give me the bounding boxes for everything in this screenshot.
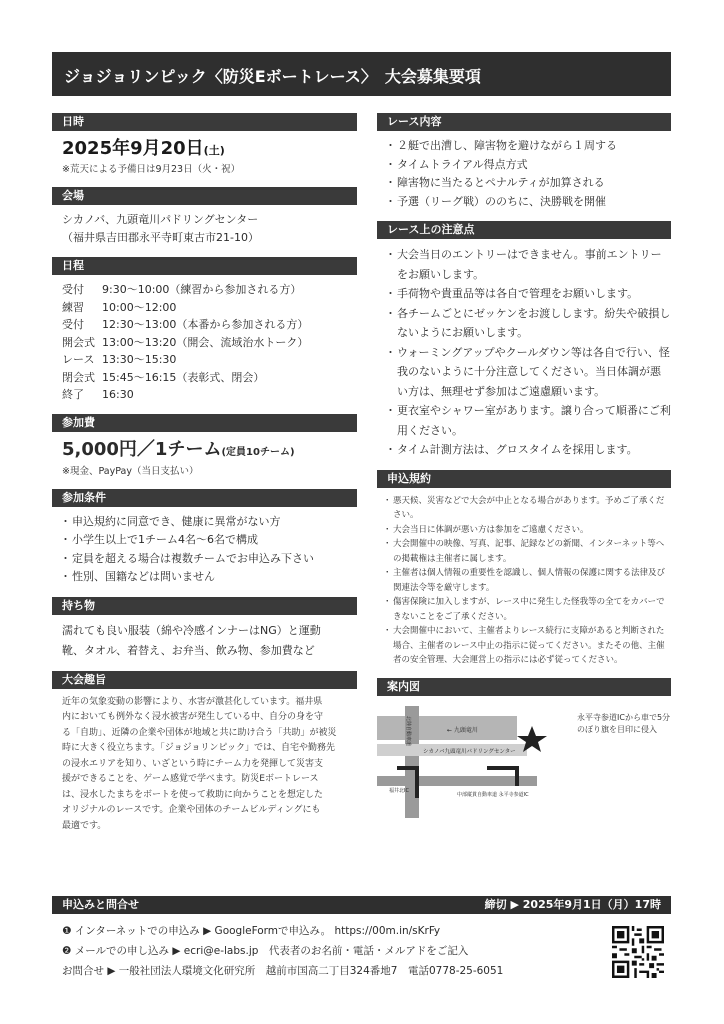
list-item: ・ 大会開催中において、主催者よりレース続行に支障があると判断された場合、主催者のレース中止の指示に従ってください。またその他、主催者の安全管理、大会運営上の指示には必ず従ってください。 <box>387 624 671 668</box>
schedule-row <box>62 316 357 334</box>
schedule-time: 13:00〜13:20（開会、流域治水トーク） <box>102 335 309 349</box>
list-item: ・ 予選（リーグ戦）ののちに、決勝戦を開催 <box>387 193 671 212</box>
list-item: ・ 大会開催中の映像、写真、記事、記録などの新聞、インターネット等への掲載権は主催者に属します。 <box>387 537 671 566</box>
list-item: ・ 更衣室やシャワー室があります。譲り合って順番にご利用ください。 <box>387 401 671 440</box>
schedule-row <box>62 351 357 369</box>
schedule-list <box>52 281 357 404</box>
terms-list <box>377 494 671 668</box>
purpose-line: オリジナルのレースです。企業や団体のチームビルディングにも <box>62 805 321 815</box>
schedule-label: 受付 <box>62 318 84 331</box>
purpose-text <box>52 695 357 835</box>
cautions-section <box>377 221 671 460</box>
event-weekday: (土) <box>203 144 225 157</box>
right-column <box>377 113 671 832</box>
venue-address: （福井県吉田郡永平寺町東古市21-10） <box>62 231 259 244</box>
page-title: ジョジョリンピック〈防災Eボートレース〉 大会募集要項 <box>52 52 671 96</box>
fee-section <box>52 414 357 479</box>
map-expressway-label: 北陸自動車道 <box>405 715 411 746</box>
map-ic-right: 中部縦貫自動車道 永平寺参道IC <box>457 791 529 798</box>
map-river-label: ← 九頭竜川 <box>447 726 478 734</box>
event-date-main: 2025年9月20日 <box>62 138 204 159</box>
contact-block <box>62 921 602 981</box>
schedule-time: 15:45〜16:15（表彰式、閉会） <box>102 370 265 384</box>
purpose-line: 時に大きく役立ちます。「ジョジョリンピック」では、自宅や勤務先 <box>62 743 336 753</box>
purpose-line: る「自助」、近隣の企業や団体が地域と共に助け合う「共助」が被災 <box>62 727 337 738</box>
fee-heading: 参加費 <box>52 414 357 432</box>
purpose-line: 内においても例外なく浸水被害が発生している中、自分の身を守 <box>62 712 324 722</box>
purpose-line: は、浸水したまちをボートを使って救助に向かうことを想定した <box>62 789 324 800</box>
list-item: ・ 定員を超える場合は複数チームでお申込み下さい <box>62 550 357 569</box>
schedule-time: 12:30〜13:00（本番から参加される方） <box>102 318 309 331</box>
purpose-line: 援ができることを、ゲーム感覚で学べます。防災Eボートレース <box>62 774 319 784</box>
belongings-line: 靴、タオル、着替え、お弁当、飲み物、参加費など <box>62 643 315 657</box>
footer-bar <box>52 896 671 914</box>
list-item: ・ 性別、国籍などは問いません <box>62 568 357 587</box>
map-ic-left: 福井北IC <box>389 787 409 794</box>
fee-main: 5,000円／1チーム <box>62 438 222 460</box>
purpose-line: 近年の気象変動の影響により、水害が激甚化しています。福井県 <box>62 696 323 707</box>
schedule-row <box>62 386 357 404</box>
fee-amount <box>52 438 357 465</box>
schedule-label: 閉会式 <box>62 370 95 384</box>
list-item: ・ 大会当日のエントリーはできません。事前エントリーをお願いします。 <box>387 245 671 284</box>
terms-section <box>377 470 671 668</box>
list-item: ・ タイム計測方法は、グロスタイムを採用します。 <box>387 440 671 460</box>
race-heading: レース内容 <box>377 113 671 131</box>
purpose-line: の浸水エリアを知り、いざという時にチーム力を発揮して災害支 <box>62 758 324 769</box>
deadline: 締切 ▶ 2025年9月1日（月）17時 <box>484 898 661 911</box>
race-section <box>377 113 671 211</box>
map-heading: 案内図 <box>377 678 671 696</box>
venue-section <box>52 187 357 247</box>
schedule-row <box>62 281 357 299</box>
conditions-list <box>52 513 357 587</box>
schedule-section <box>52 257 357 404</box>
list-item: ・ ２艇で出漕し、障害物を避けながら１周する <box>387 137 671 156</box>
schedule-time: 13:30〜15:30 <box>102 353 177 366</box>
schedule-label: 開会式 <box>62 335 95 349</box>
list-item: ・ 悪天候、災害などで大会が中止となる場合があります。予めご了承ください。 <box>387 494 671 523</box>
list-item: ・ 各チームごとにゼッケンをお渡しします。紛失や破損しないようにお願いします。 <box>387 304 671 343</box>
qr-code-icon <box>612 926 664 978</box>
map-graphic <box>377 706 577 818</box>
belongings-line: 濡れても良い服装（綿や冷感インナーはNG）と運動 <box>62 623 321 637</box>
cautions-heading: レース上の注意点 <box>377 221 671 239</box>
list-item: ・ ウォーミングアップやクールダウン等は各自で行い、怪我のないように十分注意してください。当日体調が悪い方は、無理せず参加はご遠慮願います。 <box>387 343 671 402</box>
map-section <box>377 678 671 822</box>
schedule-label: 終了 <box>62 388 84 401</box>
cautions-list <box>377 245 671 460</box>
purpose-section <box>52 671 357 835</box>
purpose-line: 最適です。 <box>62 820 107 831</box>
schedule-row <box>62 334 357 352</box>
purpose-heading: 大会趣旨 <box>52 671 357 689</box>
list-item: ・ 主催者は個人情報の重要性を認識し、個人情報の保護に関する法律及び関連法令等を厳守します。 <box>387 566 671 595</box>
list-item: ・ 大会当日に体調が悪い方は参加をご遠慮ください。 <box>387 523 671 538</box>
date-section <box>52 113 357 177</box>
expressway-horizontal <box>377 776 537 786</box>
race-list <box>377 137 671 211</box>
belongings-section <box>52 597 357 661</box>
conditions-section <box>52 489 357 587</box>
apply-web[interactable]: ❶ インターネットでの申込み ▶ GoogleFormで申込み。 https://00m.in/sKrFy <box>62 925 441 937</box>
fee-note: ※現金、PayPay（当日支払い） <box>62 465 199 477</box>
list-item: ・ 申込規約に同意でき、健康に異常がない方 <box>62 513 357 532</box>
venue-heading: 会場 <box>52 187 357 205</box>
list-item: ・ 小学生以上で1チーム4名〜6名で構成 <box>62 531 357 550</box>
schedule-time: 9:30〜10:00（練習から参加される方） <box>102 283 302 296</box>
belongings-heading: 持ち物 <box>52 597 357 615</box>
schedule-label: 練習 <box>62 300 84 314</box>
schedule-time: 16:30 <box>102 388 134 401</box>
list-item: ・ 障害物に当たるとペナルティが加算される <box>387 174 671 193</box>
date-heading: 日時 <box>52 113 357 131</box>
apply-email[interactable]: ❷ メールでの申し込み ▶ ecri@e-labs.jp 代表者のお名前・電話・メルアドをご記入 <box>62 945 469 957</box>
map <box>377 702 671 822</box>
schedule-label: 受付 <box>62 283 84 296</box>
left-column <box>52 113 357 844</box>
schedule-heading: 日程 <box>52 257 357 275</box>
event-date <box>52 137 357 163</box>
venue-name: シカノバ、九頭竜川パドリングセンター <box>62 213 259 226</box>
list-item: ・ 手荷物や貴重品等は各自で管理をお願いします。 <box>387 284 671 304</box>
conditions-heading: 参加条件 <box>52 489 357 507</box>
footer-heading: 申込みと問合せ <box>62 898 139 911</box>
map-note: 永平寺参道ICから車で5分のぼり旗を目印に侵入 <box>577 712 671 734</box>
schedule-time: 10:00〜12:00 <box>102 300 177 314</box>
map-center-label: シカノバ九頭竜川パドリングセンター <box>423 748 516 755</box>
list-item: ・ 傷害保険に加入しますが、レース中に発生した怪我等の全てをカバーできないことをご了承ください。 <box>387 595 671 624</box>
list-item: ・ タイムトライアル得点方式 <box>387 156 671 175</box>
schedule-label: レース <box>62 353 95 366</box>
schedule-row <box>62 369 357 387</box>
schedule-row <box>62 299 357 317</box>
terms-heading: 申込規約 <box>377 470 671 488</box>
rain-date-note: ※荒天による予備日は9月23日（火・祝） <box>62 164 241 175</box>
fee-capacity: (定員10チーム) <box>221 446 295 458</box>
inquiry: お問合せ ▶ 一般社団法人環境文化研究所 越前市国高二丁目324番地7 電話0778-25-6051 <box>62 965 504 977</box>
